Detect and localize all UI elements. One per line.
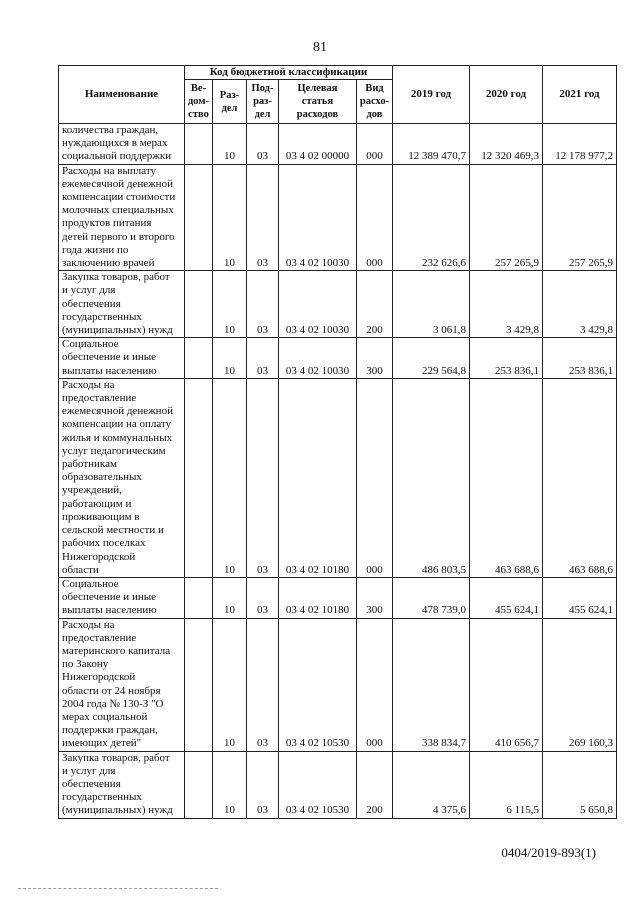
row-name-line: продуктов питания bbox=[62, 217, 152, 230]
table-row bbox=[59, 271, 617, 338]
header-year-2020: 2020 год bbox=[470, 66, 543, 124]
amount-2019-cell: 4 375,6 bbox=[393, 751, 470, 818]
target-article-cell: 03 4 02 00000 bbox=[279, 124, 357, 165]
row-name-line: области от 24 ноября bbox=[62, 684, 161, 697]
document-code: 0404/2019-893(1) bbox=[501, 845, 596, 860]
vedomstvo-cell bbox=[185, 618, 213, 751]
vedomstvo-cell bbox=[185, 378, 213, 577]
row-name-line: Расходы на bbox=[62, 618, 115, 631]
row-name-cell bbox=[59, 618, 185, 751]
row-name-line: 2004 года № 130-З "О bbox=[62, 697, 164, 710]
razdel-cell: 10 bbox=[213, 338, 247, 379]
row-name-line: поддержки граждан, bbox=[62, 724, 158, 737]
row-name-cell bbox=[59, 164, 185, 271]
podrazdel-cell: 03 bbox=[247, 618, 279, 751]
row-name-line: обеспечение и иные bbox=[62, 351, 156, 364]
razdel-cell: 10 bbox=[213, 378, 247, 577]
header-line: Целевая bbox=[297, 83, 338, 94]
razdel-cell: 10 bbox=[213, 751, 247, 818]
header-line: расхо- bbox=[359, 96, 390, 107]
header-line: дел bbox=[254, 109, 271, 120]
row-name-line: образовательных bbox=[62, 471, 142, 484]
amount-2020-cell: 257 265,9 bbox=[470, 164, 543, 271]
table-row bbox=[59, 164, 617, 271]
podrazdel-cell: 03 bbox=[247, 124, 279, 165]
header-line: раз- bbox=[253, 96, 272, 107]
header-line: дов bbox=[366, 109, 383, 120]
expense-type-cell: 000 bbox=[357, 124, 393, 165]
header-target-article bbox=[279, 80, 357, 124]
budget-table bbox=[58, 65, 617, 819]
row-name-line: выплаты населению bbox=[62, 604, 157, 617]
header-line: дел bbox=[221, 102, 238, 114]
table-row bbox=[59, 378, 617, 577]
amount-2021-cell: 12 178 977,2 bbox=[543, 124, 617, 165]
row-name-line: мерах социальной bbox=[62, 710, 148, 723]
expense-type-cell: 200 bbox=[357, 271, 393, 338]
row-name-line: (муниципальных) нужд bbox=[62, 324, 173, 337]
vedomstvo-cell bbox=[185, 751, 213, 818]
expense-type-cell: 300 bbox=[357, 577, 393, 618]
row-name-line: работающим и bbox=[62, 497, 132, 510]
razdel-cell: 10 bbox=[213, 271, 247, 338]
razdel-cell: 10 bbox=[213, 124, 247, 165]
vedomstvo-cell bbox=[185, 124, 213, 165]
expense-type-cell: 000 bbox=[357, 378, 393, 577]
amount-2021-cell: 269 160,3 bbox=[543, 618, 617, 751]
row-name-line: Нижегородской bbox=[62, 550, 136, 563]
amount-2019-cell: 478 739,0 bbox=[393, 577, 470, 618]
row-name-line: сельской местности и bbox=[62, 524, 164, 537]
row-name-line: Расходы на bbox=[62, 378, 115, 391]
row-name-line: количества граждан, bbox=[62, 124, 159, 136]
target-article-cell: 03 4 02 10530 bbox=[279, 618, 357, 751]
amount-2020-cell: 410 656,7 bbox=[470, 618, 543, 751]
scan-artifact-line bbox=[18, 888, 218, 890]
amount-2020-cell: 455 624,1 bbox=[470, 577, 543, 618]
amount-2019-cell: 229 564,8 bbox=[393, 338, 470, 379]
amount-2021-cell: 257 265,9 bbox=[543, 164, 617, 271]
row-name-line: Закупка товаров, работ bbox=[62, 271, 170, 284]
row-name-line: Нижегородской bbox=[62, 671, 136, 684]
expense-type-cell: 000 bbox=[357, 164, 393, 271]
row-name-line: проживающим в bbox=[62, 510, 140, 523]
amount-2019-cell: 338 834,7 bbox=[393, 618, 470, 751]
row-name-cell bbox=[59, 751, 185, 818]
header-podrazdel bbox=[247, 80, 279, 124]
row-name-line: нуждающихся в мерах bbox=[62, 137, 168, 150]
header-vedomstvo bbox=[185, 80, 213, 124]
podrazdel-cell: 03 bbox=[247, 164, 279, 271]
podrazdel-cell: 03 bbox=[247, 378, 279, 577]
row-name-line: услуг педагогическим bbox=[62, 444, 166, 457]
header-year-2019: 2019 год bbox=[393, 66, 470, 124]
row-name-line: по Закону bbox=[62, 658, 109, 671]
row-name-line: и услуг для bbox=[62, 764, 116, 777]
amount-2021-cell: 463 688,6 bbox=[543, 378, 617, 577]
amount-2020-cell: 3 429,8 bbox=[470, 271, 543, 338]
amount-2020-cell: 6 115,5 bbox=[470, 751, 543, 818]
podrazdel-cell: 03 bbox=[247, 338, 279, 379]
header-line: расходов bbox=[296, 109, 339, 120]
amount-2019-cell: 12 389 470,7 bbox=[393, 124, 470, 165]
podrazdel-cell: 03 bbox=[247, 751, 279, 818]
header-line: дом- bbox=[187, 96, 209, 107]
row-name-line: предоставление bbox=[62, 392, 137, 405]
row-name-line: области bbox=[62, 563, 99, 576]
page-number: 81 bbox=[313, 40, 327, 55]
amount-2020-cell: 12 320 469,3 bbox=[470, 124, 543, 165]
row-name-line: компенсации на оплату bbox=[62, 418, 172, 431]
row-name-line: рабочих поселках bbox=[62, 537, 146, 550]
row-name-line: заключению врачей bbox=[62, 257, 155, 270]
amount-2019-cell: 486 803,5 bbox=[393, 378, 470, 577]
header-line: ство bbox=[188, 109, 209, 120]
row-name-line: жилья и коммунальных bbox=[62, 431, 173, 444]
row-name-cell bbox=[59, 338, 185, 379]
table-row bbox=[59, 577, 617, 618]
row-name-line: компенсации стоимости bbox=[62, 191, 176, 204]
header-razdel bbox=[213, 80, 247, 124]
budget-table-wrapper bbox=[58, 65, 617, 819]
row-name-line: государственных bbox=[62, 310, 142, 323]
row-name-line: материнского капитала bbox=[62, 644, 171, 657]
header-name: Наименование bbox=[59, 66, 185, 124]
expense-type-cell: 000 bbox=[357, 618, 393, 751]
vedomstvo-cell bbox=[185, 271, 213, 338]
header-line: Под- bbox=[251, 83, 274, 94]
razdel-cell: 10 bbox=[213, 577, 247, 618]
amount-2020-cell: 253 836,1 bbox=[470, 338, 543, 379]
row-name-line: обеспечения bbox=[62, 297, 121, 310]
target-article-cell: 03 4 02 10030 bbox=[279, 164, 357, 271]
razdel-cell: 10 bbox=[213, 618, 247, 751]
table-row bbox=[59, 338, 617, 379]
row-name-line: работникам bbox=[62, 458, 117, 471]
row-name-line: года жизни по bbox=[62, 243, 129, 256]
row-name-cell bbox=[59, 124, 185, 165]
podrazdel-cell: 03 bbox=[247, 577, 279, 618]
row-name-line: имеющих детей" bbox=[62, 737, 142, 750]
header-line: статья bbox=[301, 96, 334, 107]
row-name-line: предоставление bbox=[62, 631, 137, 644]
target-article-cell: 03 4 02 10530 bbox=[279, 751, 357, 818]
header-expense-type bbox=[357, 80, 393, 124]
row-name-line: обеспечение и иные bbox=[62, 591, 156, 604]
target-article-cell: 03 4 02 10180 bbox=[279, 378, 357, 577]
amount-2019-cell: 3 061,8 bbox=[393, 271, 470, 338]
row-name-cell bbox=[59, 271, 185, 338]
row-name-line: ежемесячной денежной bbox=[62, 405, 173, 418]
vedomstvo-cell bbox=[185, 577, 213, 618]
row-name-line: (муниципальных) нужд bbox=[62, 804, 173, 817]
table-body bbox=[59, 124, 617, 819]
vedomstvo-cell bbox=[185, 338, 213, 379]
row-name-line: Социальное bbox=[62, 338, 119, 351]
row-name-line: обеспечения bbox=[62, 777, 121, 790]
amount-2020-cell: 463 688,6 bbox=[470, 378, 543, 577]
amount-2021-cell: 455 624,1 bbox=[543, 577, 617, 618]
row-name-line: Закупка товаров, работ bbox=[62, 751, 170, 764]
row-name-line: детей первого и второго bbox=[62, 230, 175, 243]
header-line: Ве- bbox=[190, 83, 207, 94]
row-name-cell bbox=[59, 577, 185, 618]
row-name-line: государственных bbox=[62, 791, 142, 804]
header-line: Вид bbox=[365, 83, 384, 94]
header-line: Раз- bbox=[219, 89, 240, 101]
row-name-line: и услуг для bbox=[62, 284, 116, 297]
header-year-2021: 2021 год bbox=[543, 66, 617, 124]
row-name-line: ежемесячной денежной bbox=[62, 177, 173, 190]
row-name-line: молочных специальных bbox=[62, 204, 174, 217]
vedomstvo-cell bbox=[185, 164, 213, 271]
row-name-line: выплаты населению bbox=[62, 364, 157, 377]
row-name-cell bbox=[59, 378, 185, 577]
row-name-line: Расходы на выплату bbox=[62, 164, 156, 177]
table-row bbox=[59, 124, 617, 165]
podrazdel-cell: 03 bbox=[247, 271, 279, 338]
razdel-cell: 10 bbox=[213, 164, 247, 271]
row-name-line: Социальное bbox=[62, 577, 119, 590]
row-name-line: учреждений, bbox=[62, 484, 122, 497]
expense-type-cell: 300 bbox=[357, 338, 393, 379]
header-code-group: Код бюджетной классификации bbox=[185, 66, 393, 80]
amount-2019-cell: 232 626,6 bbox=[393, 164, 470, 271]
table-row bbox=[59, 618, 617, 751]
amount-2021-cell: 3 429,8 bbox=[543, 271, 617, 338]
target-article-cell: 03 4 02 10030 bbox=[279, 271, 357, 338]
amount-2021-cell: 253 836,1 bbox=[543, 338, 617, 379]
target-article-cell: 03 4 02 10030 bbox=[279, 338, 357, 379]
amount-2021-cell: 5 650,8 bbox=[543, 751, 617, 818]
table-row bbox=[59, 751, 617, 818]
row-name-line: социальной поддержки bbox=[62, 150, 172, 163]
target-article-cell: 03 4 02 10180 bbox=[279, 577, 357, 618]
expense-type-cell: 200 bbox=[357, 751, 393, 818]
